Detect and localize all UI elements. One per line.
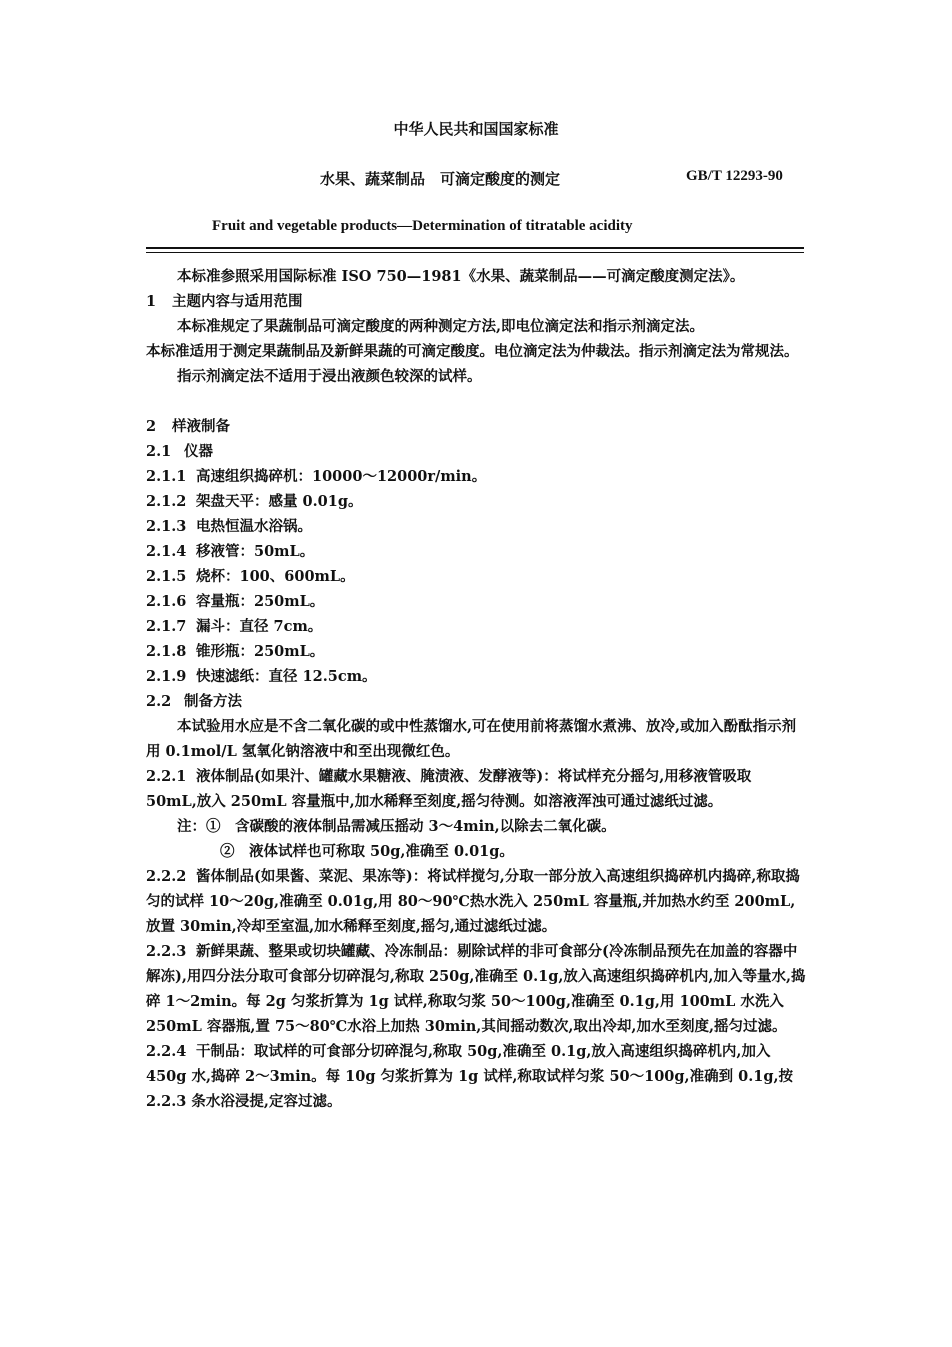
item-text: 高速组织捣碎机：10000～12000r/min。 — [196, 468, 487, 485]
item-number: 2.1.2 — [146, 493, 187, 510]
item-text: 架盘天平：感量 0.01g。 — [196, 493, 363, 510]
section-title: 制备方法 — [184, 693, 242, 710]
item-number: 2.1.3 — [146, 518, 187, 535]
instrument-item — [146, 639, 806, 664]
standard-title-en: Fruit and vegetable products—Determination of titratable acidity — [212, 218, 633, 234]
section-title: 样液制备 — [172, 418, 230, 435]
item-number: 2.1.1 — [146, 468, 187, 485]
item-number: 2.2.3 — [146, 943, 187, 960]
note-text: ① 含碳酸的液体制品需减压摇动 3～4min,以除去二氧化碳。 — [206, 818, 616, 835]
instrument-item — [146, 589, 806, 614]
item-number: 2.1.7 — [146, 618, 187, 635]
item-number: 2.1.4 — [146, 543, 187, 560]
section-2-2-heading — [146, 689, 806, 714]
section-number: 2.2 — [146, 693, 172, 710]
section-title: 主题内容与适用范围 — [172, 293, 303, 310]
item-text: 酱体制品(如果酱、菜泥、果冻等)：将试样搅匀,分取一部分放入高速组织捣碎机内捣碎,称取捣匀的试样 10～20g,准确至 0.01g,用 80～90℃热水洗入 250mL 容量瓶,并加热水约至 200mL,放置 30min,冷却至室温,加水稀释至刻度,摇匀,通过滤纸过滤。 — [146, 868, 800, 935]
instrument-item — [146, 614, 806, 639]
item-number: 2.2.2 — [146, 868, 187, 885]
standard-code: GB/T 12293-90 — [686, 168, 783, 184]
section-1-paragraph-3: 指示剂滴定法不适用于浸出液颜色较深的试样。 — [177, 368, 482, 385]
section-2-2-1 — [146, 764, 806, 814]
note-label: 注： — [177, 818, 206, 835]
section-1-paragraph-2: 本标准适用于测定果蔬制品及新鲜果蔬的可滴定酸度。电位滴定法为仲裁法。指示剂滴定法为常规法。 — [146, 343, 799, 360]
instrument-item — [146, 464, 806, 489]
section-number: 1 — [146, 293, 157, 310]
document-body — [146, 264, 806, 1114]
section-2-2-2 — [146, 864, 806, 939]
header-rule-thin — [146, 252, 804, 253]
item-text: 干制品：取试样的可食部分切碎混匀,称取 50g,准确至 0.1g,放入高速组织捣碎机内,加入 450g 水,捣碎 2～3min。每 10g 匀浆折算为 1g 试样,称取试样匀浆 50～100g,准确到 0.1g,按 2.2.3 条水浴浸提,定容过滤。 — [146, 1043, 794, 1110]
section-number: 2 — [146, 418, 157, 435]
section-2-2-4 — [146, 1039, 806, 1114]
item-text: 移液管：50mL。 — [196, 543, 315, 560]
note-2: ② 液体试样也可称取 50g,准确至 0.01g。 — [220, 843, 514, 860]
item-text: 液体制品(如果汁、罐藏水果糖液、腌渍液、发酵液等)：将试样充分摇匀,用移液管吸取 50mL,放入 250mL 容量瓶中,加水稀释至刻度,摇匀待测。如溶液浑浊可通过滤纸过滤。 — [146, 768, 752, 810]
blank-line — [146, 389, 806, 414]
section-1-paragraph-1: 本标准规定了果蔬制品可滴定酸度的两种测定方法,即电位滴定法和指示剂滴定法。 — [177, 318, 705, 335]
item-text: 电热恒温水浴锅。 — [196, 518, 312, 535]
item-number: 2.2.1 — [146, 768, 187, 785]
section-2-heading — [146, 414, 806, 439]
note-1 — [146, 814, 806, 839]
section-number: 2.1 — [146, 443, 172, 460]
item-number: 2.1.5 — [146, 568, 187, 585]
standard-title-cn: 水果、蔬菜制品 可滴定酸度的测定 — [320, 170, 561, 188]
section-2-1-heading — [146, 439, 806, 464]
item-text: 漏斗：直径 7cm。 — [196, 618, 323, 635]
instrument-item — [146, 539, 806, 564]
intro-paragraph: 本标准参照采用国际标准 ISO 750—1981《水果、蔬菜制品——可滴定酸度测定法》。 — [177, 268, 745, 285]
item-text: 锥形瓶：250mL。 — [196, 643, 325, 660]
section-title: 仪器 — [184, 443, 213, 460]
section-1-heading — [146, 289, 806, 314]
item-text: 新鲜果蔬、整果或切块罐藏、冷冻制品：剔除试样的非可食部分(冷冻制品预先在加盖的容器中解冻),用四分法分取可食部分切碎混匀,称取 250g,准确至 0.1g,放入高速组织捣碎机内,加入等量水,捣碎 1～2min。每 2g 匀浆折算为 1g 试样,称取匀浆 50～100g,准确至 0.1g,用 100mL 水洗入 250mL 容器瓶,置 75～80℃水浴上加热 30min,其间摇动数次,取出冷却,加水至刻度,摇匀过滤。 — [146, 943, 806, 1035]
item-number: 2.2.4 — [146, 1043, 187, 1060]
section-2-2-paragraph: 本试验用水应是不含二氧化碳的或中性蒸馏水,可在使用前将蒸馏水煮沸、放冷,或加入酚酞指示剂用 0.1mol/L 氢氧化钠溶液中和至出现微红色。 — [146, 718, 797, 760]
item-text: 快速滤纸：直径 12.5cm。 — [196, 668, 377, 685]
instrument-item — [146, 564, 806, 589]
instrument-item — [146, 514, 806, 539]
instrument-item — [146, 664, 806, 689]
item-number: 2.1.8 — [146, 643, 187, 660]
item-text: 容量瓶：250mL。 — [196, 593, 325, 610]
item-number: 2.1.9 — [146, 668, 187, 685]
section-2-2-3 — [146, 939, 806, 1039]
instrument-item — [146, 489, 806, 514]
item-number: 2.1.6 — [146, 593, 187, 610]
header-rule-thick — [146, 247, 804, 249]
national-standard-heading: 中华人民共和国国家标准 — [393, 120, 559, 138]
item-text: 烧杯：100、600mL。 — [196, 568, 355, 585]
